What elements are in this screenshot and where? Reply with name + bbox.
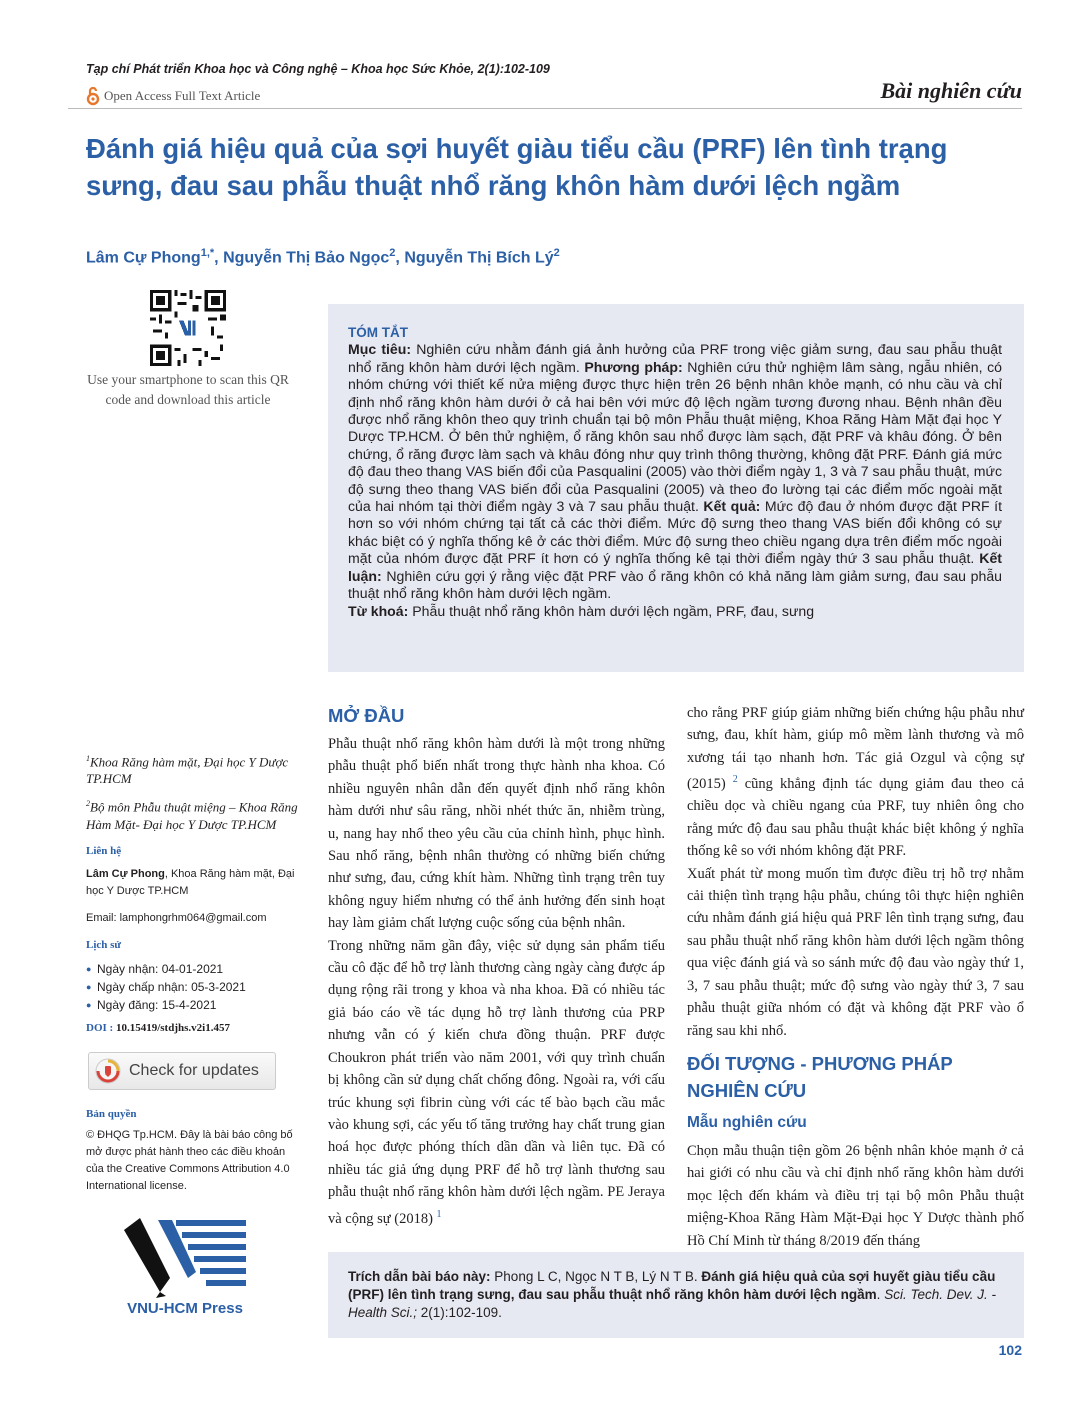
doi[interactable]	[86, 1020, 298, 1037]
citation-journal: Sci. Tech. Dev. J. - Health Sci.;	[348, 1287, 996, 1320]
objective-label: Mục tiêu:	[348, 341, 412, 358]
abstract-box	[328, 304, 1024, 672]
body-column-left	[328, 702, 665, 1230]
check-updates-label: Check for updates	[129, 1062, 259, 1079]
objective-text: Nghiên cứu nhằm đánh giá ảnh hưởng của PRF trong việc giảm sưng, đau sau phẫu thuật nhổ răng khôn hàm dưới lệch ngầm.	[348, 341, 1003, 375]
contact-person	[86, 866, 298, 900]
check-for-updates-button[interactable]	[88, 1052, 276, 1090]
methods-heading: ĐỐI TƯỢNG - PHƯƠNG PHÁP NGHIÊN CỨU	[687, 1052, 953, 1101]
contact-name: Lâm Cự Phong	[86, 867, 165, 880]
doi-label: DOI :	[86, 1021, 114, 1034]
intro-paragraph-3a: cho rằng PRF giúp giảm những biến chứng hậu phẫu như sưng, đau, khít hàm, giúp mô mềm lành thương và mô xương tái tạo nhanh hơn. Tác giả Ozgul và cộng sự (2015)	[687, 705, 1024, 793]
sample-heading: Mẫu nghiên cứu	[687, 1113, 807, 1131]
sample-paragraph: Chọn mẫu thuận tiện gồm 26 bệnh nhân khỏe mạnh ở cả hai giới có nhu cầu và chỉ định nhổ răng khôn hàm dưới mọc lệch đến khám và điều trị tại bộ môn Phẫu thuật miệng-Khoa Răng Hàm Mặt-Đại học Y Dược thành phố Hồ Chí Minh từ tháng 8/2019 đến tháng	[687, 1142, 1024, 1249]
reference-link[interactable]: 2	[732, 774, 738, 786]
body-column-right	[687, 702, 1024, 1252]
affiliation-2	[86, 795, 298, 832]
intro-paragraph-4: Xuất phát từ mong muốn tìm được điều trị hỗ trợ nhằm cải thiện tình trạng hậu phẫu, chúng tôi thực hiện nghiên cứu nhằm đánh giá hiệu quả PRF lên tình trạng sưng, đau sau phẫu thuật nhổ răng khôn hàm dưới lệch ngầm thông qua việc đánh giá và so sánh mức độ đau vào ngày thứ 1, 3, 7 sau phẫu thuật; mức độ sưng vào ngày thứ 3, 7 sau phẫu thuật giữa nhóm có đặt và không đặt PRF vào ổ răng sau khi nhổ.	[687, 865, 1024, 1039]
header-divider	[68, 108, 1022, 109]
abstract-body	[348, 341, 1002, 602]
article-type: Bài nghiên cứu	[880, 78, 1022, 103]
author-affiliation-mark: 1,*	[200, 247, 215, 259]
affiliation-mark: 2	[86, 799, 90, 809]
contact-heading: Liên hệ	[86, 844, 122, 857]
keywords	[348, 603, 1002, 620]
history-received: ● Ngày nhận: 04-01-2021	[86, 960, 298, 978]
affiliation-text: Bộ môn Phẫu thuật miệng – Khoa Răng Hàm Mặt- Đại học Y Dược TP.HCM	[86, 799, 298, 832]
vnu-press-logo-icon	[118, 1212, 254, 1298]
keywords-text: Phẫu thuật nhổ răng khôn hàm dưới lệch ngầm, PRF, đau, sưng	[412, 602, 815, 619]
copyright-heading: Bản quyền	[86, 1108, 137, 1120]
copyright-text: © ĐHQG Tp.HCM. Đây là bài báo công bố mở được phát hành theo các điều khoản của the Creative Commons Attribution 4.0 International license.	[86, 1129, 293, 1192]
citation-title: Đánh giá hiệu quả của sợi huyết giàu tiểu cầu (PRF) lên tình trạng sưng, đau sau phẫu thuật nhổ răng khôn hàm dưới lệch ngầm	[348, 1269, 996, 1302]
check-updates-icon	[95, 1058, 121, 1084]
journal-citation-line: Tạp chí Phát triển Khoa học và Công nghệ – Khoa học Sức Khỏe, 2(1):102-109	[86, 62, 550, 76]
history-published: ● Ngày đăng: 15-4-2021	[86, 996, 298, 1014]
affiliation-text: Khoa Răng hàm mặt, Đại học Y Dược TP.HCM	[86, 754, 289, 787]
intro-heading: MỞ ĐẦU	[328, 705, 405, 726]
open-access-text: Open Access Full Text Article	[104, 88, 261, 103]
intro-paragraph-2	[328, 935, 665, 1230]
methods-text: Nghiên cứu thử nghiệm lâm sàng, ngẫu nhiên, có nhóm chứng với thiết kế nửa miệng được thực hiện trên 26 bệnh nhân khỏe mạnh, có nhu cầu và chỉ định nhổ răng khôn hàm dưới ở cả hai bên với mức độ lệch ngầm tương đương nhau. Bệnh nhân đều được nhổ răng khôn theo quy trình chuẩn tại bộ môn Phẫu thuật miệng, Khoa Răng Hàm Mặt đại học Y Dược TP.HCM. Ở bên thử nghiệm, ổ răng khôn sau nhổ được làm sạch, đặt PRF và khâu đóng. Ở bên chứng, ổ răng được làm sạch và khâu đóng như quy trình thông thường, không đặt PRF. Đánh giá mức độ đau theo thang VAS biến đổi của Pasqualini (2005) vào thời điểm ngày 1, 3 và 7 sau phẫu thuật, mức độ sưng theo thang VAS biến đổi của Pasqualini (2005) và theo đo lường tại các điểm mốc ngoài mặt của hai nhóm tại thời điểm ngày 3 và 7 sau phẫu thuật.	[348, 358, 1003, 515]
history-accepted: ● Ngày chấp nhận: 05-3-2021	[86, 978, 298, 996]
citation-box: Trích dẫn bài báo này: Phong L C, Ngọc N T B, Lý N T B. Đánh giá hiệu quả của sợi huyết giàu tiểu cầu (PRF) lên tình trạng sưng, đau sau phẫu thuật nhổ răng khôn hàm dưới lệch ngầm. Sci. Tech. Dev. J. - Health Sci.; 2(1):102-109.	[328, 1252, 1024, 1338]
author-list: Lâm Cự Phong$^{1,*}$, Nguyễn Thị Bảo Ngọc$^2$, Nguyễn Thị Bích $Lý^2$	[86, 247, 560, 267]
intro-paragraph-2-text: Trong những năm gần đây, việc sử dụng sản phẩm tiểu cầu cô đặc để hỗ trợ lành thương càng ngày càng được áp dụng rộng rãi trong y khoa và nha khoa. Đã có nhiều tác giả báo cáo về tác dụng hỗ trợ lành thương của PRP nhưng vẫn có ý kiến chưa đồng thuận. PRF được Choukron phát triển vào năm 2001, với quy trình chuẩn bị không cần sử dụng chất chống đông. Ngoài ra, với cấu trúc khung sợi fibrin cùng với các tế bào bạch cầu mắc vào khung sợi, các yếu tố tăng trưởng hay chất trung gian hoá học được phóng thích dần dần và liên tục. Đã có nhiều tác giả ứng dụng PRF để hỗ trợ lành thương sau phẫu thuật nhổ răng khôn hàm dưới lệch ngầm. PE Jeraya và cộng sự (2018)	[328, 937, 665, 1227]
reference-link[interactable]: 1	[436, 1208, 442, 1220]
methods-label: Phương pháp:	[584, 358, 683, 375]
author-name: Nguyễn Thị Bích Lý	[404, 249, 554, 267]
affiliation-mark: 1	[86, 754, 90, 763]
intro-paragraph-3b: cũng khẳng định tác dụng giảm đau theo cả chiều dọc và chiều ngang của PRF, tuy nhiên ông cho rằng mức độ đau sau phẫu thuật khác biệt không ý nghĩa thống kê so với nhóm không đặt PRF.	[687, 776, 1024, 860]
article-title: Đánh giá hiệu quả của sợi huyết giàu tiểu cầu (PRF) lên tình trạng sưng, đau sau phẫu thuật nhổ răng khôn hàm dưới lệch ngầm	[86, 133, 948, 201]
citation-label: Trích dẫn bài báo này:	[348, 1269, 491, 1284]
author-name: Nguyễn Thị Bảo Ngọc	[223, 249, 390, 267]
author-affiliation-mark: 2	[553, 247, 560, 259]
qr-code[interactable]	[150, 290, 226, 366]
keywords-label: Từ khoá:	[348, 602, 409, 619]
results-label: Kết quả:	[703, 498, 761, 515]
intro-paragraph-3	[687, 702, 1024, 863]
affiliation-1	[86, 750, 298, 787]
contact-affiliation: , Khoa Răng hàm mặt, Đại học Y Dược TP.HCM	[86, 867, 295, 897]
abstract-heading: TÓM TẮT	[348, 325, 408, 340]
conclusion-label: Kết luận:	[348, 550, 1002, 584]
doi-value[interactable]: 10.15419/stdjhs.v2i1.457	[115, 1021, 230, 1034]
conclusion-text: Nghiên cứu gợi ý rằng việc đặt PRF vào ổ răng khôn có khả năng làm giảm sưng, đau sau phẫu thuật nhổ răng khôn hàm dưới lệch ngầm.	[348, 567, 1003, 602]
open-access-label	[86, 86, 260, 106]
publisher-name: VNU-HCM Press	[127, 1300, 243, 1317]
contact-email[interactable]: Email: lamphongrhm064@gmail.com	[86, 911, 267, 924]
author-affiliation-mark: 2	[389, 247, 396, 259]
qr-caption: Use your smartphone to scan this QR code and download this article	[87, 372, 289, 407]
results-text: Mức độ đau ở nhóm được đặt PRF ít hơn so với nhóm chứng tại tất cả các thời điểm. Mức độ sưng theo thang VAS biến đổi không có sự khác biệt có ý nghĩa thống kê ở các thời điểm. Mức độ sưng theo chiều ngang dựa trên điểm mốc ngoài mặt của nhóm được đặt PRF ít hơn có ý nghĩa thống kê tại thời điểm ngày thứ 3 sau phẫu thuật.	[348, 498, 1003, 567]
history-list	[86, 960, 298, 1014]
open-access-icon	[86, 86, 100, 106]
citation-authors: Phong L C, Ngọc N T B, Lý N T B.	[494, 1269, 698, 1284]
citation-volume: 2(1):102-109.	[420, 1305, 502, 1320]
intro-paragraph-1: Phẫu thuật nhổ răng khôn hàm dưới là một trong những phẫu thuật phổ biến nhất trong thực hành nha khoa. Có nhiều nguyên nhân dẫn đến quyết định nhổ răng khôn hàm dưới như sâu răng, nhồi nhét thức ăn, nhiễm trùng, u, nang hay nhổ theo yêu cầu của chỉnh hình, phục hình. Sau nhổ răng, bệnh nhân thường có những biến chứng như sưng, đau, cứng khít hàm. Những tình trạng trên tuy không nguy hiểm nhưng có thể ảnh hưởng đến sinh hoạt hay làm giảm chất lượng cuộc sống của bệnh nhân.	[328, 736, 665, 932]
author-name: Lâm Cự Phong	[86, 249, 201, 267]
page-number: 102	[998, 1342, 1022, 1358]
sidebar	[86, 750, 298, 1037]
history-heading: Lịch sử	[86, 938, 122, 951]
copyright-block	[86, 1106, 302, 1195]
